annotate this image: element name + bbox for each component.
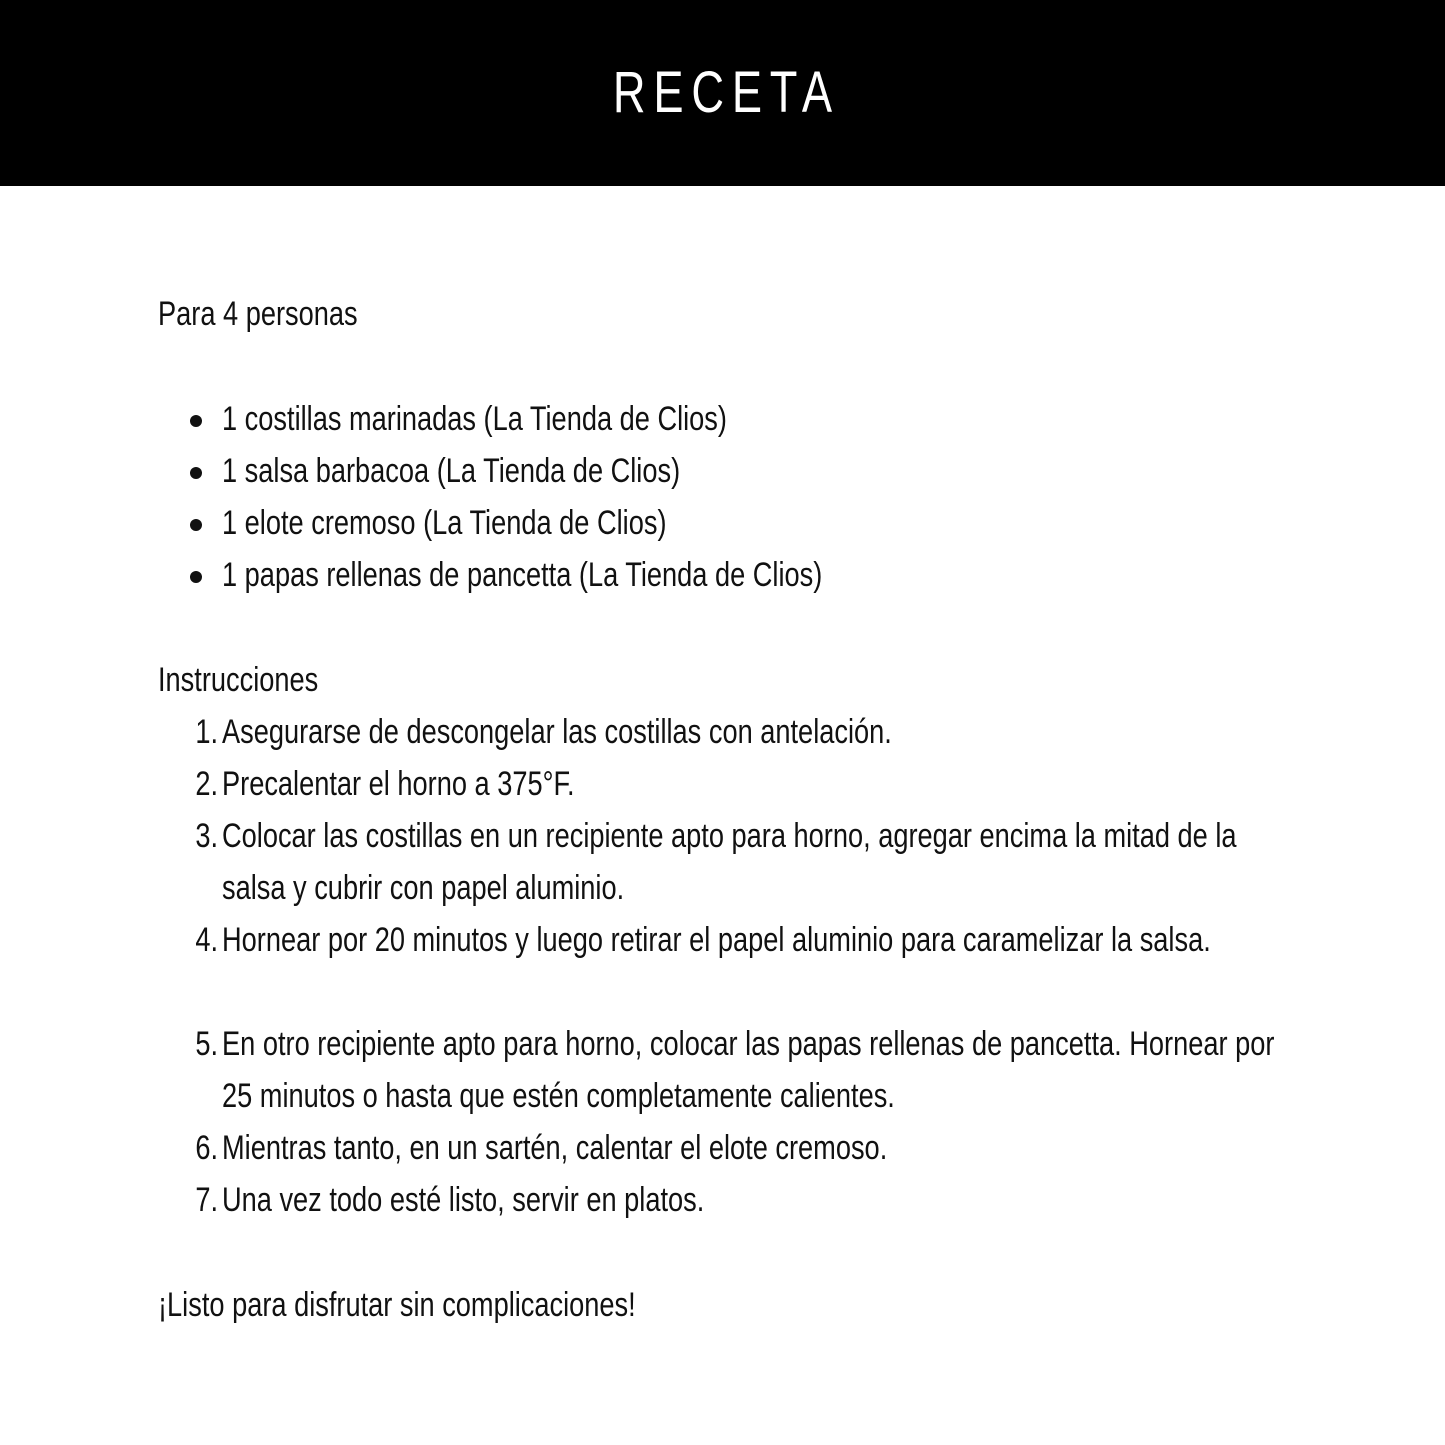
ingredient-item xyxy=(158,549,1298,601)
step-text: Una vez todo esté listo, servir en platos. xyxy=(222,1181,705,1219)
instructions-heading: Instrucciones xyxy=(158,661,319,699)
instruction-step xyxy=(158,810,1298,914)
ingredient-text: 1 costillas marinadas (La Tienda de Clios) xyxy=(222,400,727,438)
bullet-icon xyxy=(190,415,202,427)
instructions-list xyxy=(158,706,1298,1226)
step-text: Mientras tanto, en un sartén, calentar el elote cremoso. xyxy=(222,1129,888,1167)
step-number: 3. xyxy=(195,817,218,855)
page-title: RECETA xyxy=(612,60,840,125)
ingredient-text: 1 elote cremoso (La Tienda de Clios) xyxy=(222,504,667,542)
servings-text: Para 4 personas xyxy=(158,295,358,333)
recipe-content xyxy=(158,288,1298,1331)
ingredient-text: 1 salsa barbacoa (La Tienda de Clios) xyxy=(222,452,681,490)
ingredients-list xyxy=(158,393,1298,601)
instruction-step xyxy=(158,706,1298,758)
step-number: 1. xyxy=(195,713,218,751)
ingredient-item xyxy=(158,393,1298,445)
instruction-step xyxy=(158,1174,1298,1226)
bullet-icon xyxy=(190,571,202,583)
ingredient-text: 1 papas rellenas de pancetta (La Tienda de Clios) xyxy=(222,556,823,594)
instruction-step xyxy=(158,914,1298,1018)
step-number: 6. xyxy=(195,1129,218,1167)
ingredient-item xyxy=(158,445,1298,497)
instruction-step xyxy=(158,1122,1298,1174)
header-banner xyxy=(0,0,1445,186)
step-number: 5. xyxy=(195,1025,218,1063)
step-text: Asegurarse de descongelar las costillas con antelación. xyxy=(222,713,892,751)
step-number: 7. xyxy=(195,1181,218,1219)
step-text: En otro recipiente apto para horno, colocar las papas rellenas de pancetta. Hornear por 25 minutos o hasta que estén completamente calientes. xyxy=(222,1025,1275,1115)
step-text: Precalentar el horno a 375°F. xyxy=(222,765,575,803)
closing-text: ¡Listo para disfrutar sin complicaciones! xyxy=(158,1286,636,1324)
instruction-step xyxy=(158,758,1298,810)
step-text: Colocar las costillas en un recipiente apto para horno, agregar encima la mitad de la salsa y cubrir con papel aluminio. xyxy=(222,817,1237,907)
instruction-step xyxy=(158,1018,1298,1122)
bullet-icon xyxy=(190,467,202,479)
step-number: 2. xyxy=(195,765,218,803)
ingredient-item xyxy=(158,497,1298,549)
bullet-icon xyxy=(190,519,202,531)
step-number: 4. xyxy=(195,921,218,959)
step-text: Hornear por 20 minutos y luego retirar el papel aluminio para caramelizar la salsa. xyxy=(222,921,1211,959)
